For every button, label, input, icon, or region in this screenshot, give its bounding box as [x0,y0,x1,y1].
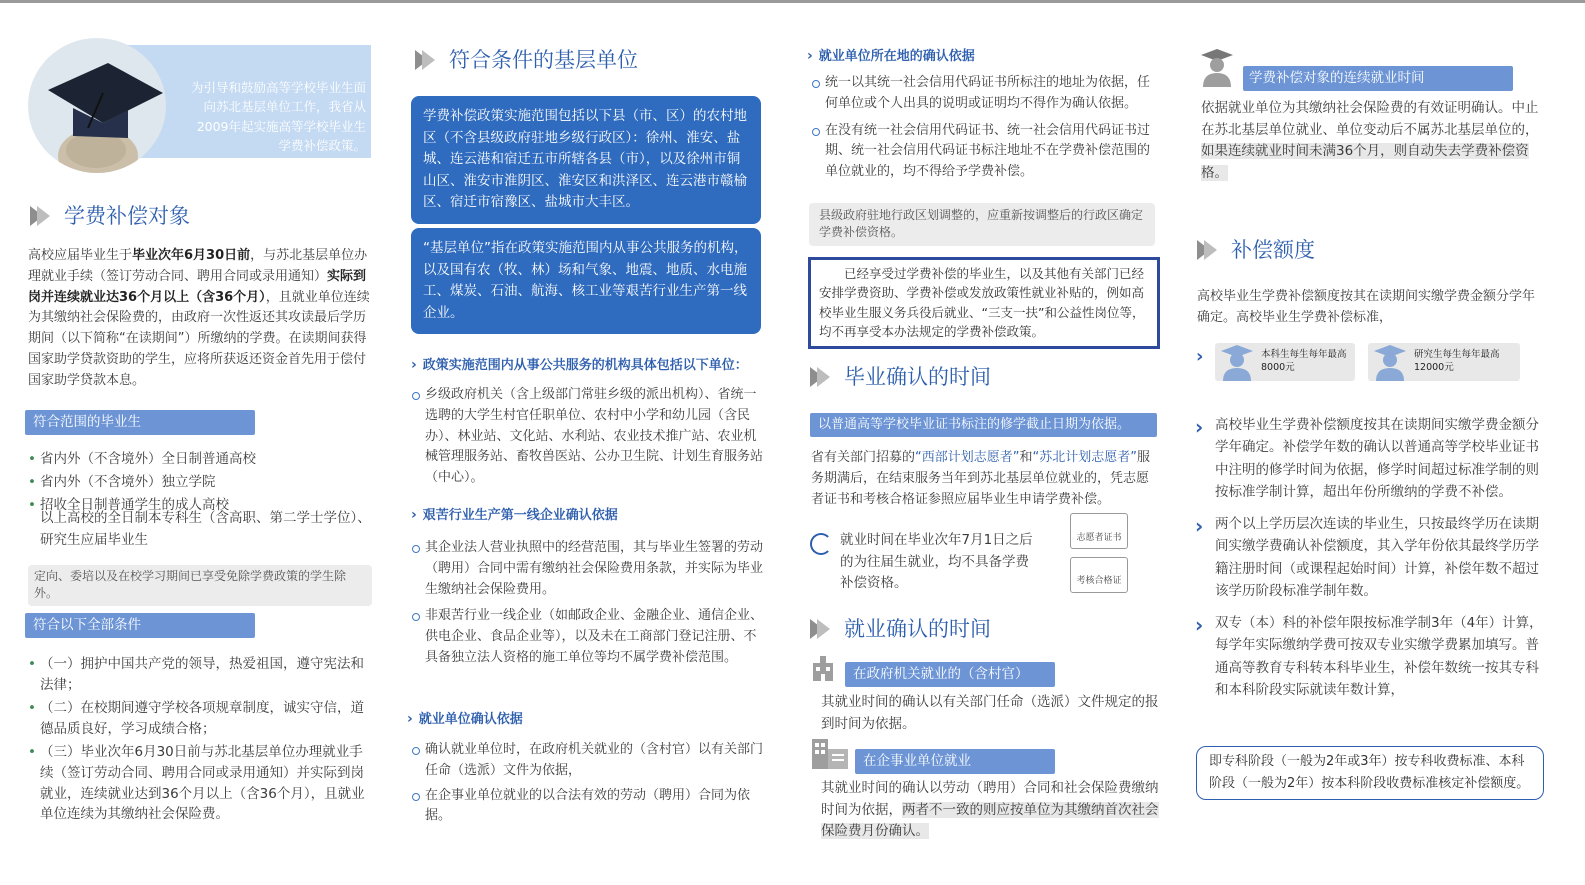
list-item: • （三）毕业次年6月30日前与苏北基层单位办理就业手续（签订劳动合同、聘用合同或录用通知）并实际到岗就业，连续就业达到36个月以上（含36个月），且就业单位连续为其缴纳社会保险费。 [26,742,376,826]
pill-diploma-date: 以普通高等学校毕业证书标注的修学截止日期为依据。 [810,413,1157,437]
scope-box: 学费补偿政策实施范围包括以下县（市、区）的农村地区（不含县级政府驻地乡级行政区）：徐州、淮安、盐城、连云港和宿迁五市所辖各县（市），以及徐州市铜山区、淮安市淮阴区、淮安区和洪泽区、连云港市赣榆区、宿迁市宿豫区、盐城市大丰区。 [411,96,761,224]
continuous-employment-text: 依据就业单位为其缴纳社会保险费的有效证明确认。中止在苏北基层单位就业、单位变动后不属苏北基层单位的，如果连续就业时间未满36个月，则自动失去学费补偿资格。 [1201,100,1539,181]
list-item: 确认就业单位时，在政府机关就业的（含村官）以有关部门任命（选派）文件为依据， [411,740,763,782]
pill-continuous-employment: 学费补偿对象的连续就业时间 [1243,66,1513,91]
location-list [811,73,1161,187]
postgrad-standard-card [1368,343,1520,381]
amount-paragraph: 高校毕业生学费补偿额度按其在读期间实缴学费金额分学年确定。高校毕业生学费补偿标准， [1197,289,1536,325]
late-employment-note: 就业时间在毕业次年7月1日之后的为往届生就业，均不具备学费补偿资格。 [840,532,1033,592]
column-3 [805,0,1170,885]
amount-rules-list [1193,414,1549,711]
grads-note: 以上高校的全日制本专科生（含高职、第二学士学位）、研究生应届毕业生 [40,510,371,548]
subhead-location: › 就业单位所在地的确认依据 [807,46,975,68]
county-adjust-note: 县级政府驻地行政区划调整的，应重新按调整后的行政区确定学费补偿资格。 [809,203,1155,246]
volunteer-paragraph: 省有关部门招募的“西部计划志愿者”和“苏北计划志愿者”服务期满后，在结束服务当年到苏北基层单位就业的，凭志愿者证书和考核合格证参照应届毕业生申请学费补偿。 [811,450,1151,507]
gov-employment-text: 其就业时间的确认以有关部门任命（选派）文件规定的报到时间为依据。 [821,694,1159,732]
public-service-list [411,385,763,493]
section-title-employment-time: 就业确认的时间 [808,613,991,646]
list-item: › 高校毕业生学费补偿额度按其在读期间实缴学费金额分学年确定。补偿学年数的确认以普通高等学校毕业证书中注明的修学时间为依据，修学时间超过标准学制的则按标准学制计算，超出年份所缴纳的学费不补偿。 [1193,414,1549,503]
arrow-icon: › [1196,346,1204,367]
government-building-icon [810,653,836,683]
list-item: 非艰苦行业一线企业（如邮政企业、金融企业、通信企业、供电企业、食品企业等），以及未在工商部门登记注册、不具备独立法人资格的施工单位等均不属学费补偿范围。 [411,606,763,668]
arrow-icon: › [807,48,813,64]
assessment-cert-icon: 考核合格证 [1070,557,1128,593]
list-item: • 省内外（不含境外）全日制普通高校 [26,449,376,470]
list-item: 在企事业单位就业的以合法有效的劳动（聘用）合同为依据。 [411,786,763,828]
undergrad-icon [1217,343,1257,381]
no-double-benefit-box: 已经享受过学费补偿的毕业生，以及其他有关部门已经安排学费资助、学费补偿或发放政策性就业补贴的，例如高校毕业生服义务兵役后就业、“三支一扶”和公益性岗位等，均不再享受本办法规定的学费补偿政策。 [808,257,1160,349]
arrow-icon: › [411,507,417,523]
column-2 [405,0,770,885]
list-item: › 两个以上学历层次连读的毕业生，只按最终学历在读期间实缴学费确认补偿额度，其入学年份依其最终学历学籍注册时间（或课程起始时间）计算，补偿年数不超过该学历阶段标准学制年数。 [1193,513,1549,602]
chevron-icon [808,364,834,390]
subhead-hardship-industry: › 艰苦行业生产第一线企业确认依据 [411,505,618,527]
list-item: 其企业法人营业执照中的经营范围，其与毕业生签署的劳动（聘用）合同中需有缴纳社会保险费用条款，并实际为毕业生缴纳社会保险费用。 [411,538,763,600]
section-title-amount: 补偿额度 [1195,234,1315,267]
graduation-cap-icon [28,38,166,173]
undergrad-standard-card [1215,343,1355,381]
base-unit-definition-box: “基层单位”指在政策实施范围内从事公共服务的机构，以及国有农（牧、林）场和气象、地震、地质、水电施工、煤炭、石油、航海、核工业等艰苦行业生产第一线企业。 [411,228,761,334]
conditions-list [26,654,376,827]
volunteer-cert-icon: 志愿者证书 [1070,513,1128,549]
exclusion-note: 定向、委培以及在校学习期间已享受免除学费政策的学生除外。 [28,565,372,606]
pill-eligible-grads: 符合范围的毕业生 [25,410,255,435]
chevron-icon [413,47,439,73]
arrow-icon: › [407,711,413,727]
subhead-public-service: › 政策实施范围内从事公共服务的机构具体包括以下单位： [411,355,771,377]
chevron-icon [1195,237,1221,263]
hardship-list [411,538,763,673]
target-paragraph: 高校应届毕业生于毕业次年6月30日前，与苏北基层单位办理就业手续（签订劳动合同、聘用合同或录用通知）实际到岗并连续就业达36个月以上（含36个月），且就业单位连续为其缴纳社会保险费的，由政府一次性返还其攻读最后学历期间（以下简称“在读期间”）所缴纳的学费。在读期间获得国家助学贷款资助的学生，应将所获返还资金首先用于偿付国家助学贷款本息。 [28,248,370,388]
arrow-icon: › [411,357,417,373]
chevron-icon [808,616,834,642]
section-title-target: 学费补偿对象 [28,200,190,233]
pill-gov-employment: 在政府机关就业的（含村官） [845,662,1055,687]
enterprise-building-icon [810,737,850,771]
column-1 [18,0,383,885]
list-item: 乡级政府机关（含上级部门常驻乡级的派出机构）、省统一选聘的大学生村官任职单位、农村中小学和幼儿园（含民办）、林业站、文化站、水利站、农业技术推广站、农业机械管理服务站、畜牧兽医站、公办卫生院、计划生育服务站（中心）。 [411,385,763,489]
graduation-photo [28,38,166,173]
section-title-graduation-time: 毕业确认的时间 [808,361,991,394]
enterprise-employment-text: 其就业时间的确认以劳动（聘用）合同和社会保险费缴纳时间为依据，两者不一致的则应按单位为其缴纳首次社会保险费月份确认。 [821,780,1159,840]
postgrad-icon [1370,343,1410,381]
list-item: • （一）拥护中国共产党的领导，热爱祖国，遵守宪法和法律； [26,654,376,696]
list-item: • 招收全日制普通学生的成人高校 [26,495,376,516]
list-item: 统一以其统一社会信用代码证书所标注的地址为依据，任何单位或个人出具的说明或证明均不得作为确认依据。 [811,73,1161,115]
section-title-units: 符合条件的基层单位 [413,44,638,77]
clock-icon [810,533,832,555]
list-item: 在没有统一社会信用代码证书、统一社会信用代码证书过期、统一社会信用代码证书标注地址不在学费补偿范围的单位就业的，均不得给予学费补偿。 [811,121,1161,183]
list-item: › 双专（本）科的补偿年限按标准学制3年（4年）计算，每学年实际缴纳学费可按双专业实缴学费累加填写。普通高等教育专科转本科毕业生，补偿年数统一按其专科和本科阶段实际就读年数计算， [1193,612,1549,701]
column-4 [1193,0,1558,885]
subhead-unit-confirmation: › 就业单位确认依据 [407,709,523,731]
list-item: • 省内外（不含境外）独立学院 [26,472,376,493]
chevron-icon [28,203,54,229]
stage-standard-box: 即专科阶段（一般为2年或3年）按专科收费标准、本科阶段（一般为2年）按本科阶段收费标准核定补偿额度。 [1196,746,1544,800]
undergrad-standard-text: 本科生每生每年最高8000元 [1261,349,1347,373]
intro-text: 为引导和鼓励高等学校毕业生面向苏北基层单位工作，我省从2009年起实施高等学校毕业生学费补偿政策。 [190,80,366,154]
graduate-avatar-icon [1199,47,1235,87]
unit-confirmation-list [411,740,763,831]
pill-enterprise-employment: 在企事业单位就业 [855,749,1055,774]
list-item: • （二）在校期间遵守学校各项规章制度，诚实守信，道德品质良好，学习成绩合格； [26,698,376,740]
pill-all-conditions: 符合以下全部条件 [25,613,255,638]
postgrad-standard-text: 研究生每生每年最高12000元 [1414,349,1500,373]
